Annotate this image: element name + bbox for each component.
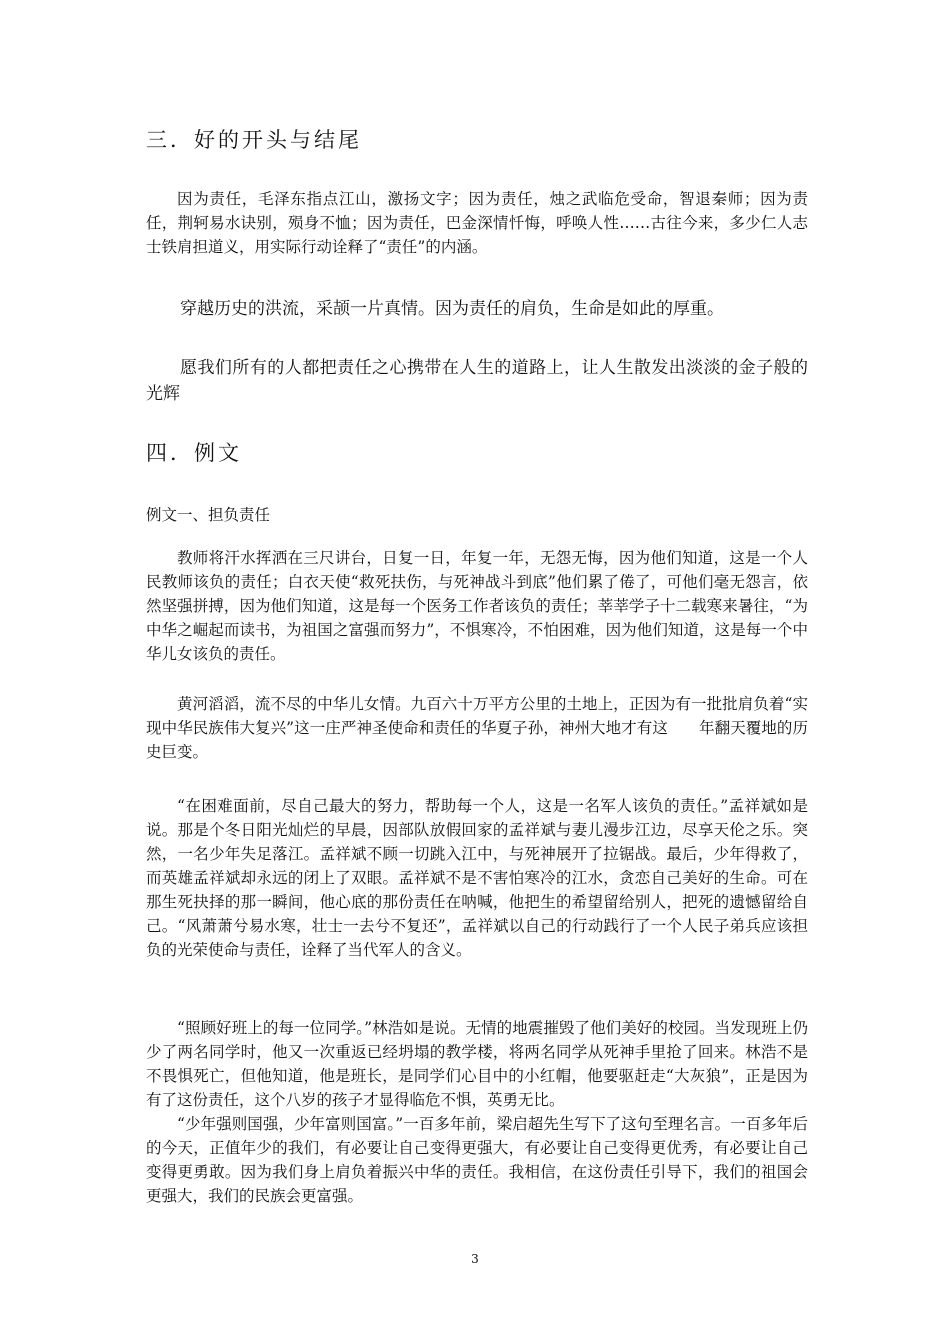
paragraph: 黄河滔滔，流不尽的中华儿女情。九百六十万平方公里的土地上，正因为有一批批肩负着“实现中华民族伟大复兴”这一庄严神圣使命和责任的华夏子孙，神州大地才有这 年翻天覆地的历史巨变。 bbox=[146, 695, 808, 761]
paragraph: 因为责任，毛泽东指点江山，激扬文字；因为责任，烛之武临危受命，智退秦师；因为责任，荆轲易水诀别，殒身不恤；因为责任，巴金深情忏悔，呼唤人性……古往今来，多少仁人志士铁肩担道义，用实际行动诠释了“责任”的内涵。 bbox=[146, 190, 808, 256]
paragraph: “照顾好班上的每一位同学。”林浩如是说。无情的地震摧毁了他们美好的校园。当发现班上仍少了两名同学时，他又一次重返已经坍塌的教学楼，将两名同学从死神手里抢了回来。林浩不是不畏惧死亡，但他知道，他是班长，是同学们心目中的小红帽，他要驱赶走“大灰狼”，正是因为有了这份责任，这个八岁的孩子才显得临危不惧，英勇无比。 bbox=[146, 1019, 808, 1109]
paragraph: 教师将汗水挥洒在三尺讲台，日复一日，年复一年，无怨无悔，因为他们知道，这是一个人民教师该负的责任；白衣天使“救死扶伤，与死神战斗到底”他们累了倦了，可他们毫无怨言，依然坚强拼搏，因为他们知道，这是每一个医务工作者该负的责任；莘莘学子十二载寒来暑往，“为中华之崛起而读书，为祖国之富强而努力”，不惧寒冷，不怕困难，因为他们知道，这是每一个中华儿女该负的责任。 bbox=[146, 549, 808, 663]
paragraph: 穿越历史的洪流，采颉一片真情。因为责任的肩负，生命是如此的厚重。 bbox=[180, 299, 724, 319]
paragraph: “少年强则国强，少年富则国富。”一百多年前，梁启超先生写下了这句至理名言。一百多年后的今天，正值年少的我们，有必要让自己变得更强大，有必要让自己变得更优秀，有必要让自己变得更勇敢。因为我们身上肩负着振兴中华的责任。我相信，在这份责任引导下，我们的祖国会更强大，我们的民族会更富强。 bbox=[146, 1115, 808, 1205]
paragraph: “在困难面前，尽自己最大的努力，帮助每一个人，这是一名军人该负的责任。”孟祥斌如是说。那是个冬日阳光灿烂的早晨，因部队放假回家的孟祥斌与妻儿漫步江边，尽享天伦之乐。突然，一名少年失足落江。孟祥斌不顾一切跳入江中，与死神展开了拉锯战。最后，少年得救了，而英雄孟祥斌却永远的闭上了双眼。孟祥斌不是不害怕寒冷的江水，贪恋自己美好的生命。可在那生死抉择的那一瞬间，他心底的那份责任在呐喊，他把生的希望留给别人，把死的遗憾留给自己。“风萧萧兮易水寒，壮士一去兮不复还”，孟祥斌以自己的行动践行了一个人民子弟兵应该担负的光荣使命与责任，诠释了当代军人的含义。 bbox=[146, 797, 808, 959]
paragraph: 愿我们所有的人都把责任之心携带在人生的道路上，让人生散发出淡淡的金子般的光辉 bbox=[146, 358, 808, 404]
section-heading-3: 三．好的开头与结尾 bbox=[146, 128, 362, 152]
section-heading-4: 四．例文 bbox=[146, 441, 242, 465]
example-subtitle: 例文一、担负责任 bbox=[146, 506, 271, 524]
page-number: 3 bbox=[471, 1252, 479, 1266]
